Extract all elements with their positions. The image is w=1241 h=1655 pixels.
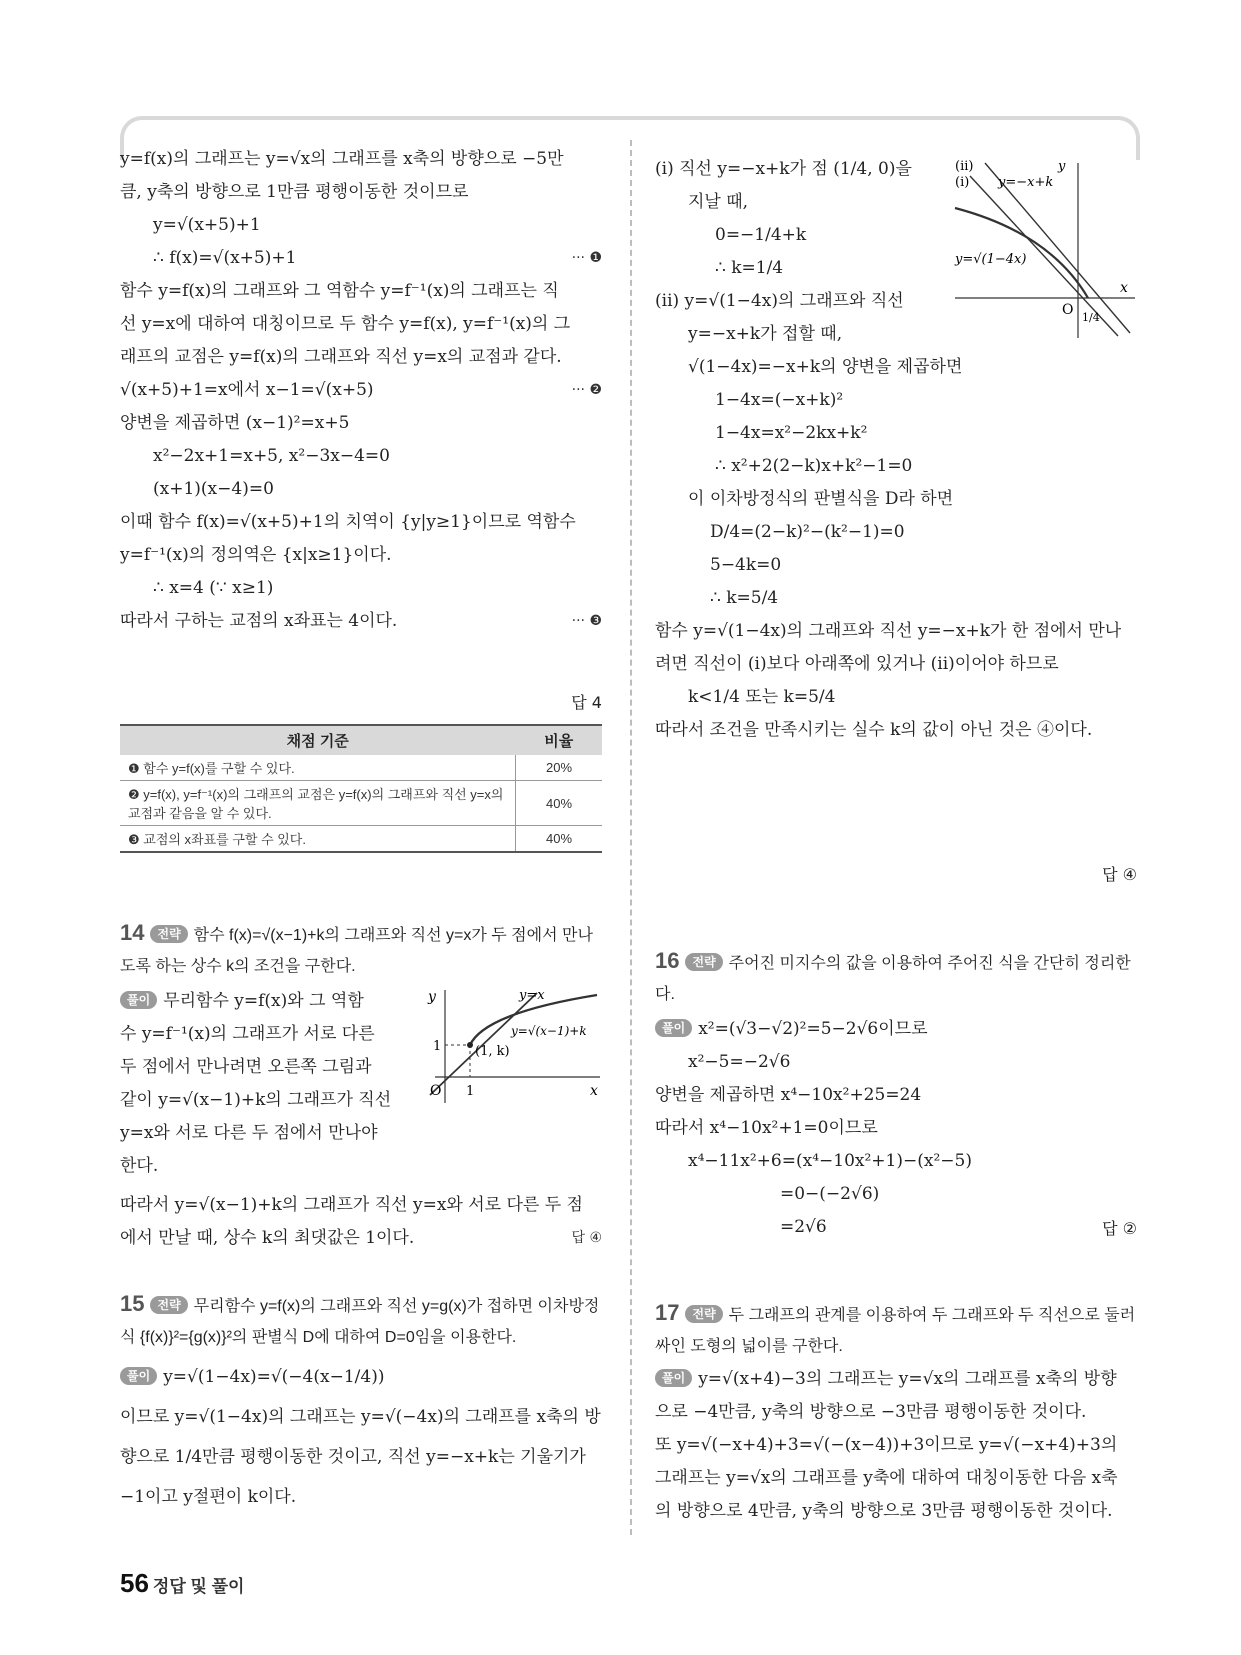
solution-line bbox=[120, 440, 602, 473]
solution-tag: 풀이 bbox=[655, 1019, 692, 1037]
grading-row bbox=[120, 781, 602, 826]
q15-strategy bbox=[120, 1288, 602, 1353]
solution-line-text: 래프의 교점은 y=f(x)의 그래프와 직선 y=x의 교점과 같다. bbox=[120, 347, 562, 367]
q17-line: 또 y=√(−x+4)+3=√(−(x−4))+3이므로 y=√(−x+4)+3의 bbox=[655, 1435, 1118, 1455]
solution-line-text: ∴ k=5/4 bbox=[710, 588, 779, 608]
solution-line bbox=[120, 143, 602, 176]
solution-line-text: 5−4k=0 bbox=[710, 555, 782, 575]
q16-number: 16 bbox=[655, 948, 680, 973]
origin-label: O bbox=[430, 1083, 442, 1099]
curve-label: y=√(x−1)+k bbox=[511, 1024, 587, 1038]
solution-line-text: (x+1)(x−4)=0 bbox=[153, 479, 274, 499]
solution-line bbox=[655, 219, 945, 252]
grading-criterion: ❷ y=f(x), y=f⁻¹(x)의 그래프의 교점은 y=f(x)의 그래프와 직선 y=x의 교점과 같음을 알 수 있다. bbox=[120, 781, 516, 826]
q16-line-text: x²=(√3−√2)²=5−2√6이므로 bbox=[698, 1019, 928, 1039]
solution-line-text: 1−4x=x²−2kx+k² bbox=[715, 423, 868, 443]
grading-ratio: 20% bbox=[516, 755, 603, 781]
q15-number: 15 bbox=[120, 1291, 145, 1316]
q14-line: 한다. bbox=[120, 1156, 159, 1176]
solution-line-text: √(1−4x)=−x+k의 양변을 제곱하면 bbox=[688, 357, 963, 377]
criterion-marker: ··· ❶ bbox=[571, 250, 602, 266]
left-intro bbox=[120, 143, 602, 638]
q15-line: y=√(1−4x)=√(−4(x−1/4)) bbox=[163, 1367, 385, 1387]
q14-strategy-text: 함수 f(x)=√(x−1)+k의 그래프와 직선 y=x가 두 점에서 만나도록 하는 상수 k의 조건을 구한다. bbox=[120, 927, 593, 975]
solution-line bbox=[655, 648, 1059, 681]
solution-line-text: 이 이차방정식의 판별식을 D라 하면 bbox=[688, 489, 954, 509]
solution-line bbox=[655, 351, 963, 384]
solution-line bbox=[120, 473, 602, 506]
solution-line-text: y=f⁻¹(x)의 정의역은 {x|x≥1}이다. bbox=[120, 545, 392, 565]
solution-line-text: y=−x+k가 접할 때, bbox=[688, 324, 843, 344]
solution-line bbox=[655, 384, 945, 417]
q17-solution bbox=[655, 1363, 1137, 1528]
q16-line bbox=[655, 1079, 1137, 1112]
page-number: 56 bbox=[120, 1568, 149, 1598]
grading-table bbox=[120, 724, 602, 853]
solution-line-text: ∴ x=4 (∵ x≥1) bbox=[153, 578, 274, 598]
solution-line bbox=[655, 483, 954, 516]
q16-line bbox=[655, 1013, 1137, 1046]
line-label: y=x bbox=[519, 988, 545, 1003]
solution-tag: 풀이 bbox=[120, 1367, 157, 1385]
solution-line bbox=[120, 176, 602, 209]
solution-line bbox=[655, 285, 945, 318]
q14-line: y=x와 서로 다른 두 점에서 만나야 bbox=[120, 1123, 378, 1143]
tick-quarter: 1/4 bbox=[1082, 311, 1100, 324]
q15-graph bbox=[950, 158, 1140, 343]
solution-line-text: 따라서 구하는 교점의 x좌표는 4이다. bbox=[120, 611, 398, 631]
solution-line-text: y=√(x+5)+1 bbox=[153, 215, 261, 235]
label-case-i: (i) bbox=[955, 175, 970, 190]
q16-strategy-text: 주어진 미지수의 값을 이용하여 주어진 식을 간단히 정리한다. bbox=[655, 955, 1131, 1003]
q16-line-text: =2√6 bbox=[780, 1217, 827, 1237]
q15-cases bbox=[655, 153, 1122, 747]
solution-line-text: ∴ x²+2(2−k)x+k²−1=0 bbox=[715, 456, 913, 476]
y-axis-label: y bbox=[1058, 159, 1066, 174]
grading-ratio: 40% bbox=[516, 781, 603, 826]
q17-line: 으로 −4만큼, y축의 방향으로 −3만큼 평행이동한 것이다. bbox=[655, 1402, 1087, 1422]
solution-line-text: 함수 y=f(x)의 그래프와 그 역함수 y=f⁻¹(x)의 그래프는 직 bbox=[120, 281, 559, 301]
x-axis-label: x bbox=[1120, 280, 1128, 296]
q14-line: 수 y=f⁻¹(x)의 그래프가 서로 다른 bbox=[120, 1024, 375, 1044]
q14-line: 무리함수 y=f(x)와 그 역함 bbox=[163, 991, 364, 1011]
q15-line: 이므로 y=√(1−4x)의 그래프는 y=√(−4x)의 그래프를 x축의 방 bbox=[120, 1407, 601, 1427]
solution-line bbox=[655, 450, 945, 483]
solution-line bbox=[655, 714, 1093, 747]
q14-line: 따라서 y=√(x−1)+k의 그래프가 직선 y=x와 서로 다른 두 점 bbox=[120, 1195, 583, 1215]
solution-line-text: 1−4x=(−x+k)² bbox=[715, 390, 844, 410]
solution-line-text: (ii) y=√(1−4x)의 그래프와 직선 bbox=[655, 291, 904, 311]
q15-line: 향으로 1/4만큼 평행이동한 것이고, 직선 y=−x+k는 기울기가 bbox=[120, 1447, 586, 1467]
solution-line-text: 이때 함수 f(x)=√(x+5)+1의 치역이 {y|y≥1}이므로 역함수 bbox=[120, 512, 576, 532]
solution-line-text: 따라서 조건을 만족시키는 실수 k의 값이 아닌 것은 ④이다. bbox=[655, 720, 1093, 740]
criterion-marker: ··· ❸ bbox=[571, 613, 602, 629]
y-axis-label: y bbox=[428, 989, 436, 1005]
q16-line bbox=[655, 1145, 1137, 1178]
solution-line bbox=[120, 539, 602, 572]
solution-line bbox=[120, 374, 602, 407]
solution-line bbox=[655, 318, 945, 351]
grading-ratio: 40% bbox=[516, 826, 603, 853]
q17-line: 의 방향으로 4만큼, y축의 방향으로 3만큼 평행이동한 것이다. bbox=[655, 1501, 1113, 1521]
solution-tag: 풀이 bbox=[120, 991, 157, 1009]
solution-line-text: 함수 y=√(1−4x)의 그래프와 직선 y=−x+k가 한 점에서 만나 bbox=[655, 621, 1122, 641]
q14-number: 14 bbox=[120, 920, 145, 945]
solution-line-text: 선 y=x에 대하여 대칭이므로 두 함수 y=f(x), y=f⁻¹(x)의 그 bbox=[120, 314, 571, 334]
q17-line: 그래프는 y=√x의 그래프를 y축에 대하여 대칭이동한 다음 x축 bbox=[655, 1468, 1118, 1488]
solution-line bbox=[655, 153, 945, 186]
point-1-k bbox=[467, 1042, 473, 1048]
q16-line-text: 따라서 x⁴−10x²+1=0이므로 bbox=[655, 1118, 878, 1138]
origin-label: O bbox=[1062, 302, 1074, 318]
q16-line-text: x²−5=−2√6 bbox=[688, 1052, 791, 1072]
solution-line bbox=[655, 417, 945, 450]
q17-strategy-text: 두 그래프의 관계를 이용하여 두 그래프와 두 직선으로 둘러싸인 도형의 넓이를 구한다. bbox=[655, 1307, 1136, 1355]
solution-line-text: 양변을 제곱하면 (x−1)²=x+5 bbox=[120, 413, 350, 433]
grading-row bbox=[120, 826, 602, 853]
q16-line bbox=[655, 1112, 1137, 1145]
q16-line bbox=[655, 1178, 1137, 1211]
solution-line bbox=[120, 308, 602, 341]
solution-line bbox=[120, 572, 602, 605]
column-divider bbox=[630, 140, 632, 1535]
solution-line bbox=[655, 186, 945, 219]
solution-line-text: 큼, y축의 방향으로 1만큼 평행이동한 것이므로 bbox=[120, 182, 469, 202]
solution-line-text: D/4=(2−k)²−(k²−1)=0 bbox=[710, 522, 905, 542]
solution-line-text: x²−2x+1=x+5, x²−3x−4=0 bbox=[153, 446, 390, 466]
solution-line bbox=[120, 506, 602, 539]
solution-line bbox=[120, 341, 602, 374]
strategy-tag: 전략 bbox=[150, 925, 187, 943]
q15-solution bbox=[120, 1357, 602, 1517]
solution-line bbox=[655, 681, 945, 714]
q17-line: y=√(x+4)−3의 그래프는 y=√x의 그래프를 x축의 방향 bbox=[698, 1369, 1117, 1389]
q14-line: 에서 만날 때, 상수 k의 최댓값은 1이다. bbox=[120, 1228, 415, 1248]
q16-line bbox=[655, 1046, 1137, 1079]
tick-x-1: 1 bbox=[466, 1084, 475, 1099]
q16-strategy bbox=[655, 945, 1137, 1010]
q15-strategy-text: 무리함수 y=f(x)의 그래프와 직선 y=g(x)가 접하면 이차방정식 {f(x)}²={g(x)}²의 판별식 D에 대하여 D=0임을 이용한다. bbox=[120, 1298, 600, 1346]
footer-title: 정답 및 풀이 bbox=[152, 1577, 245, 1596]
strategy-tag: 전략 bbox=[150, 1296, 187, 1314]
curve-label: y=√(1−4x) bbox=[955, 252, 1027, 267]
grading-criterion: ❶ 함수 y=f(x)를 구할 수 있다. bbox=[120, 755, 516, 781]
q17-strategy bbox=[655, 1297, 1137, 1362]
solution-line-text: 려면 직선이 (i)보다 아래쪽에 있거나 (ii)이어야 하므로 bbox=[655, 654, 1059, 674]
solution-line bbox=[655, 615, 1122, 648]
grading-header-ratio: 비율 bbox=[516, 725, 603, 755]
solution-line bbox=[120, 605, 602, 638]
solution-line-text: (i) 직선 y=−x+k가 점 (1/4, 0)을 bbox=[655, 159, 912, 179]
solution-line bbox=[655, 516, 945, 549]
answer-15: 답 ④ bbox=[1102, 865, 1137, 884]
grading-header-criteria: 채점 기준 bbox=[120, 725, 516, 755]
q14-line: 두 점에서 만나려면 오른쪽 그림과 bbox=[120, 1057, 372, 1077]
q17-number: 17 bbox=[655, 1300, 680, 1325]
answer-16: 답 ② bbox=[1102, 1219, 1137, 1238]
solution-line bbox=[655, 252, 945, 285]
solution-line-text: √(x+5)+1=x에서 x−1=√(x+5) bbox=[120, 380, 374, 400]
label-case-ii: (ii) bbox=[955, 159, 974, 174]
q14-strategy bbox=[120, 917, 602, 982]
strategy-tag: 전략 bbox=[685, 953, 722, 971]
solution-line bbox=[120, 407, 602, 440]
solution-line-text: ∴ f(x)=√(x+5)+1 bbox=[153, 248, 297, 268]
answer-14: 답 ④ bbox=[571, 1230, 602, 1246]
solution-line bbox=[120, 275, 602, 308]
grading-row bbox=[120, 755, 602, 781]
answer-13: 답 4 bbox=[571, 693, 602, 712]
q16-line-text: 양변을 제곱하면 x⁴−10x²+25=24 bbox=[655, 1085, 922, 1105]
q14-conclusion bbox=[120, 1189, 602, 1255]
grading-criterion: ❸ 교점의 x좌표를 구할 수 있다. bbox=[120, 826, 516, 853]
solution-line bbox=[120, 209, 602, 242]
solution-line-text: k<1/4 또는 k=5/4 bbox=[688, 687, 836, 707]
solution-line bbox=[655, 549, 945, 582]
line-label: y=−x+k bbox=[998, 175, 1054, 190]
solution-line-text: y=f(x)의 그래프는 y=√x의 그래프를 x축의 방향으로 −5만 bbox=[120, 149, 564, 169]
solution-line-text: ∴ k=1/4 bbox=[715, 258, 784, 278]
solution-line-text: 0=−1/4+k bbox=[715, 225, 807, 245]
q16-solution bbox=[655, 1013, 1137, 1244]
solution-line bbox=[655, 582, 945, 615]
page-footer bbox=[120, 1568, 244, 1599]
q14-graph bbox=[425, 985, 605, 1105]
criterion-marker: ··· ❷ bbox=[571, 382, 602, 398]
q16-line-text: =0−(−2√6) bbox=[780, 1184, 880, 1204]
point-label: (1, k) bbox=[475, 1044, 510, 1059]
strategy-tag: 전략 bbox=[685, 1305, 722, 1323]
solution-line-text: 지날 때, bbox=[688, 192, 749, 212]
x-axis-label: x bbox=[590, 1083, 598, 1099]
q14-solution bbox=[120, 985, 390, 1183]
tick-y-1: 1 bbox=[433, 1039, 442, 1054]
q16-line-text: x⁴−11x²+6=(x⁴−10x²+1)−(x²−5) bbox=[688, 1151, 972, 1171]
q15-line: −1이고 y절편이 k이다. bbox=[120, 1487, 297, 1507]
solution-line bbox=[120, 242, 602, 275]
solution-tag: 풀이 bbox=[655, 1369, 692, 1387]
q14-line: 같이 y=√(x−1)+k의 그래프가 직선 bbox=[120, 1090, 392, 1110]
